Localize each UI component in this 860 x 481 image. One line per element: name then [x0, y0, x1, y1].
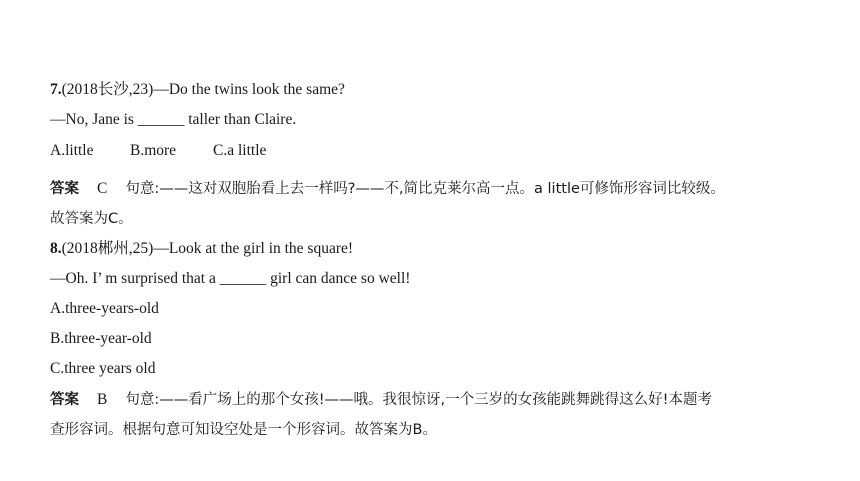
answer-8-line-1 — [50, 390, 712, 410]
question-8-option-c: C.three years old — [50, 360, 156, 377]
question-7-option-a: A.little — [50, 142, 94, 159]
question-8-line-2: —Oh. I’ m surprised that a ______ girl can dance so well! — [50, 270, 411, 287]
answer-8-explanation: 句意:——看广场上的那个女孩!——哦。我很惊讶,一个三岁的女孩能跳舞跳得这么好!本题考 — [125, 392, 712, 408]
answer-8-letter: B — [97, 391, 108, 408]
answer-8-tag: 答案 — [50, 392, 79, 408]
question-7-options — [50, 141, 266, 161]
question-7-option-b: B.more — [130, 142, 177, 159]
question-7-prompt: —Do the twins look the same? — [153, 81, 345, 98]
question-7-line-2: —No, Jane is ______ taller than Claire. — [50, 111, 297, 128]
answer-7-line-1 — [50, 179, 725, 199]
answer-8-line-2: 查形容词。根据句意可知设空处是一个形容词。故答案为B。 — [50, 422, 437, 438]
question-8-line-1 — [50, 239, 353, 259]
answer-7-tag: 答案 — [50, 181, 79, 197]
question-8-option-a: A.three-years-old — [50, 300, 159, 317]
answer-7-line-2: 故答案为C。 — [50, 211, 133, 227]
question-7-option-c: C.a little — [213, 142, 267, 159]
question-8-number: 8. — [50, 240, 62, 257]
question-7-number: 7. — [50, 81, 62, 98]
answer-7-letter: C — [97, 180, 108, 197]
question-8-source: (2018郴州,25) — [61, 240, 154, 257]
question-7-line-1 — [50, 80, 345, 100]
question-8-prompt: —Look at the girl in the square! — [153, 240, 354, 257]
answer-7-explanation: 句意:——这对双胞胎看上去一样吗?——不,简比克莱尔高一点。a little可修饰形容词比较级。 — [125, 181, 725, 197]
question-8-option-b: B.three-year-old — [50, 330, 152, 347]
question-7-source: (2018长沙,23) — [61, 81, 154, 98]
